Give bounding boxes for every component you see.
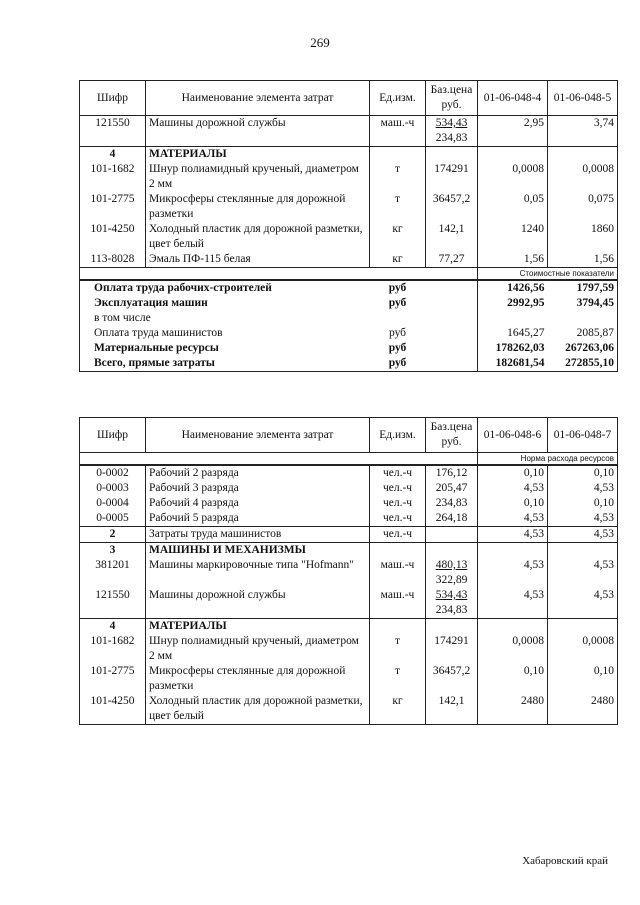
cell-value-a: 1240 xyxy=(478,222,548,252)
cell-value-b: 2480 xyxy=(548,694,618,725)
cell-value-b: 0,075 xyxy=(548,192,618,222)
cell-value-b: 0,10 xyxy=(548,664,618,694)
summary-value-b: 267263,06 xyxy=(548,341,618,356)
section-code: 3 xyxy=(80,543,146,559)
norm-label: Норма расхода ресурсов xyxy=(478,453,618,466)
cell-name: Рабочий 5 разряда xyxy=(146,511,370,527)
cell-code: 101-4250 xyxy=(80,222,146,252)
cell-price: 205,47 xyxy=(426,481,478,496)
summary-value-a: 1426,56 xyxy=(507,282,545,294)
price-secondary: 234,83 xyxy=(435,132,468,144)
col-unit-header: Ед.изм. xyxy=(370,81,426,116)
summary-unit: руб xyxy=(388,342,407,354)
cell-value-a: 0,05 xyxy=(478,192,548,222)
cell-code: 121550 xyxy=(80,588,146,619)
cell-value-b: 3,74 xyxy=(548,116,618,147)
col-unit-header: Ед.изм. xyxy=(370,418,426,453)
cell-name: Микросферы стеклянные для дорожной разметки xyxy=(146,664,370,694)
cell-value-b: 0,10 xyxy=(548,465,618,481)
summary-value-b: 272855,10 xyxy=(548,356,618,372)
cell-code: 101-2775 xyxy=(80,192,146,222)
table-row xyxy=(80,558,618,588)
cell-name: Рабочий 3 разряда xyxy=(146,481,370,496)
summary-label: Материальные ресурсы xyxy=(80,341,370,356)
cell-value-b: 1,56 xyxy=(548,252,618,268)
summary-value-b: 1797,59 xyxy=(548,280,618,296)
cell-price: 36457,2 xyxy=(426,664,478,694)
section-title: МАШИНЫ И МЕХАНИЗМЫ xyxy=(146,543,370,559)
summary-value-a: 178262,03 xyxy=(495,342,545,354)
cell-unit: чел.-ч xyxy=(370,465,426,481)
subheader-row xyxy=(80,268,618,281)
cell-name: Холодный пластик для дорожной разметки, цвет белый xyxy=(146,222,370,252)
cell-unit: т xyxy=(370,162,426,192)
cell-price: 264,18 xyxy=(426,511,478,527)
cell-unit: т xyxy=(370,664,426,694)
summary-unit: руб xyxy=(388,297,407,309)
col-price-header: Баз.цена руб. xyxy=(426,418,478,453)
section-title: МАТЕРИАЛЫ xyxy=(146,147,370,163)
price-main: 480,13 xyxy=(435,559,468,571)
cell-code: 121550 xyxy=(80,116,146,147)
section-row xyxy=(80,543,618,559)
subheader-row xyxy=(80,453,618,466)
cell-price: 36457,2 xyxy=(426,192,478,222)
cell-unit: кг xyxy=(370,694,426,725)
table-row xyxy=(80,664,618,694)
table-row xyxy=(80,694,618,725)
summary-unit: руб xyxy=(370,356,426,372)
summary-row xyxy=(80,311,618,326)
summary-value-b: 2085,87 xyxy=(548,326,618,341)
cell-unit: т xyxy=(370,634,426,664)
cell-code: 0-0004 xyxy=(80,496,146,511)
cell-value-b: 0,10 xyxy=(548,496,618,511)
summary-label: Оплата труда рабочих-строителей xyxy=(80,280,370,296)
cell-price: 142,1 xyxy=(426,694,478,725)
cell-name: Микросферы стеклянные для дорожной разметки xyxy=(146,192,370,222)
table-row xyxy=(80,252,618,268)
cell-value-a: 0,10 xyxy=(478,664,548,694)
cell-unit: маш.-ч xyxy=(370,558,426,588)
cell-name: Шнур полиамидный крученый, диаметром 2 мм xyxy=(146,162,370,192)
cell-code: 101-4250 xyxy=(80,694,146,725)
col-code-header: Шифр xyxy=(80,418,146,453)
summary-unit: руб xyxy=(388,327,407,339)
cell-value-b: 0,0008 xyxy=(548,634,618,664)
resource-table-2 xyxy=(79,417,618,725)
section-title: МАТЕРИАЛЫ xyxy=(146,619,370,635)
cell-price: 174291 xyxy=(426,162,478,192)
cell-value-b: 4,53 xyxy=(548,481,618,496)
cell-value-a: 0,0008 xyxy=(478,634,548,664)
page-number: 269 xyxy=(310,35,330,50)
cell-price: 174291 xyxy=(426,634,478,664)
price-main: 534,43 xyxy=(435,117,468,129)
col-norm-a-header: 01-06-048-6 xyxy=(478,418,548,453)
cell-value-b: 4,53 xyxy=(548,588,618,619)
section-row xyxy=(80,147,618,163)
cell-price: 77,27 xyxy=(426,252,478,268)
col-price-header: Баз.цена руб. xyxy=(426,81,478,116)
cell-unit: чел.-ч xyxy=(370,511,426,527)
cell-code: 0-0003 xyxy=(80,481,146,496)
cell-value-a: 4,53 xyxy=(478,511,548,527)
cell-value-a: 4,53 xyxy=(478,588,548,619)
cell-unit: кг xyxy=(370,222,426,252)
summary-value-a: 1645,27 xyxy=(507,327,545,339)
summary-row xyxy=(80,296,618,311)
cell-value-a: 1,56 xyxy=(478,252,548,268)
cell-value-b: 4,53 xyxy=(548,527,618,543)
cell-unit: чел.-ч xyxy=(370,527,426,543)
cell-price: 176,12 xyxy=(426,465,478,481)
cost-indicators-label: Стоимостные показатели xyxy=(478,268,618,281)
col-name-header: Наименование элемента затрат xyxy=(146,418,370,453)
cell-code: 0-0005 xyxy=(80,511,146,527)
price-secondary: 234,83 xyxy=(435,604,468,616)
section-code: 2 xyxy=(80,527,146,543)
cell-code: 101-1682 xyxy=(80,162,146,192)
cell-unit: маш.-ч xyxy=(370,588,426,619)
cell-value-a: 4,53 xyxy=(478,558,548,588)
table-row xyxy=(80,496,618,511)
cell-value-a: 2,95 xyxy=(478,116,548,147)
cell-value-a: 2480 xyxy=(478,694,548,725)
cell-value-a: 0,10 xyxy=(478,496,548,511)
cell-unit: т xyxy=(370,192,426,222)
cell-name: Эмаль ПФ-115 белая xyxy=(146,252,370,268)
cell-price xyxy=(426,116,478,147)
table-row xyxy=(80,116,618,147)
summary-value-a: 182681,54 xyxy=(478,356,548,372)
table-row xyxy=(80,511,618,527)
col-code-header: Шифр xyxy=(80,81,146,116)
cell-price: 234,83 xyxy=(426,496,478,511)
summary-unit: руб xyxy=(388,282,407,294)
cell-code: 381201 xyxy=(80,558,146,588)
cell-name: Машины дорожной службы xyxy=(146,116,370,147)
cell-name: Рабочий 2 разряда xyxy=(146,465,370,481)
cell-value-b: 1860 xyxy=(548,222,618,252)
cell-value-a: 4,53 xyxy=(478,481,548,496)
cell-value-b: 4,53 xyxy=(548,511,618,527)
cell-code: 101-1682 xyxy=(80,634,146,664)
section-code: 4 xyxy=(80,147,146,163)
cell-code: 113-8028 xyxy=(80,252,146,268)
cell-value-b: 4,53 xyxy=(548,558,618,588)
cell-code: 101-2775 xyxy=(80,664,146,694)
summary-row xyxy=(80,280,618,296)
col-norm-b-header: 01-06-048-5 xyxy=(548,81,618,116)
col-name-header: Наименование элемента затрат xyxy=(146,81,370,116)
table-row xyxy=(80,527,618,543)
cell-unit: чел.-ч xyxy=(370,481,426,496)
table-header-row xyxy=(80,418,618,453)
summary-label: Всего, прямые затраты xyxy=(80,356,370,372)
summary-label: Оплата труда машинистов xyxy=(80,326,370,341)
cell-value-a: 0,10 xyxy=(478,465,548,481)
cell-unit: чел.-ч xyxy=(370,496,426,511)
table-row xyxy=(80,222,618,252)
cell-name: Рабочий 4 разряда xyxy=(146,496,370,511)
table-row xyxy=(80,465,618,481)
table-row xyxy=(80,481,618,496)
table-row xyxy=(80,162,618,192)
cell-price xyxy=(426,558,478,588)
cell-value-a: 4,53 xyxy=(478,527,548,543)
cell-name: Машины дорожной службы xyxy=(146,588,370,619)
col-norm-a-header: 01-06-048-4 xyxy=(478,81,548,116)
price-main: 534,43 xyxy=(435,589,468,601)
region-footer: Хабаровский край xyxy=(522,855,608,867)
section-code: 4 xyxy=(80,619,146,635)
section-row xyxy=(80,619,618,635)
table-row xyxy=(80,192,618,222)
cell-value-b: 0,0008 xyxy=(548,162,618,192)
cell-name: Затраты труда машинистов xyxy=(146,527,370,543)
summary-row xyxy=(80,341,618,356)
summary-row xyxy=(80,326,618,341)
cell-unit: кг xyxy=(370,252,426,268)
cell-price: 142,1 xyxy=(426,222,478,252)
resource-table-1 xyxy=(79,80,618,372)
summary-row xyxy=(80,356,618,372)
summary-value-b: 3794,45 xyxy=(548,296,618,311)
cell-name: Холодный пластик для дорожной разметки, цвет белый xyxy=(146,694,370,725)
table-header-row xyxy=(80,81,618,116)
summary-value-a: 2992,95 xyxy=(507,297,545,309)
col-norm-b-header: 01-06-048-7 xyxy=(548,418,618,453)
price-secondary: 322,89 xyxy=(435,574,468,586)
cell-name: Шнур полиамидный крученый, диаметром 2 мм xyxy=(146,634,370,664)
cell-unit: маш.-ч xyxy=(370,116,426,147)
table-row xyxy=(80,634,618,664)
cell-code: 0-0002 xyxy=(80,465,146,481)
cell-name: Машины маркировочные типа "Hofmann" xyxy=(146,558,370,588)
table-row xyxy=(80,588,618,619)
cell-price xyxy=(426,588,478,619)
summary-label: Эксплуатация машин xyxy=(80,296,370,311)
cell-value-a: 0,0008 xyxy=(478,162,548,192)
summary-label: в том числе xyxy=(80,311,370,326)
